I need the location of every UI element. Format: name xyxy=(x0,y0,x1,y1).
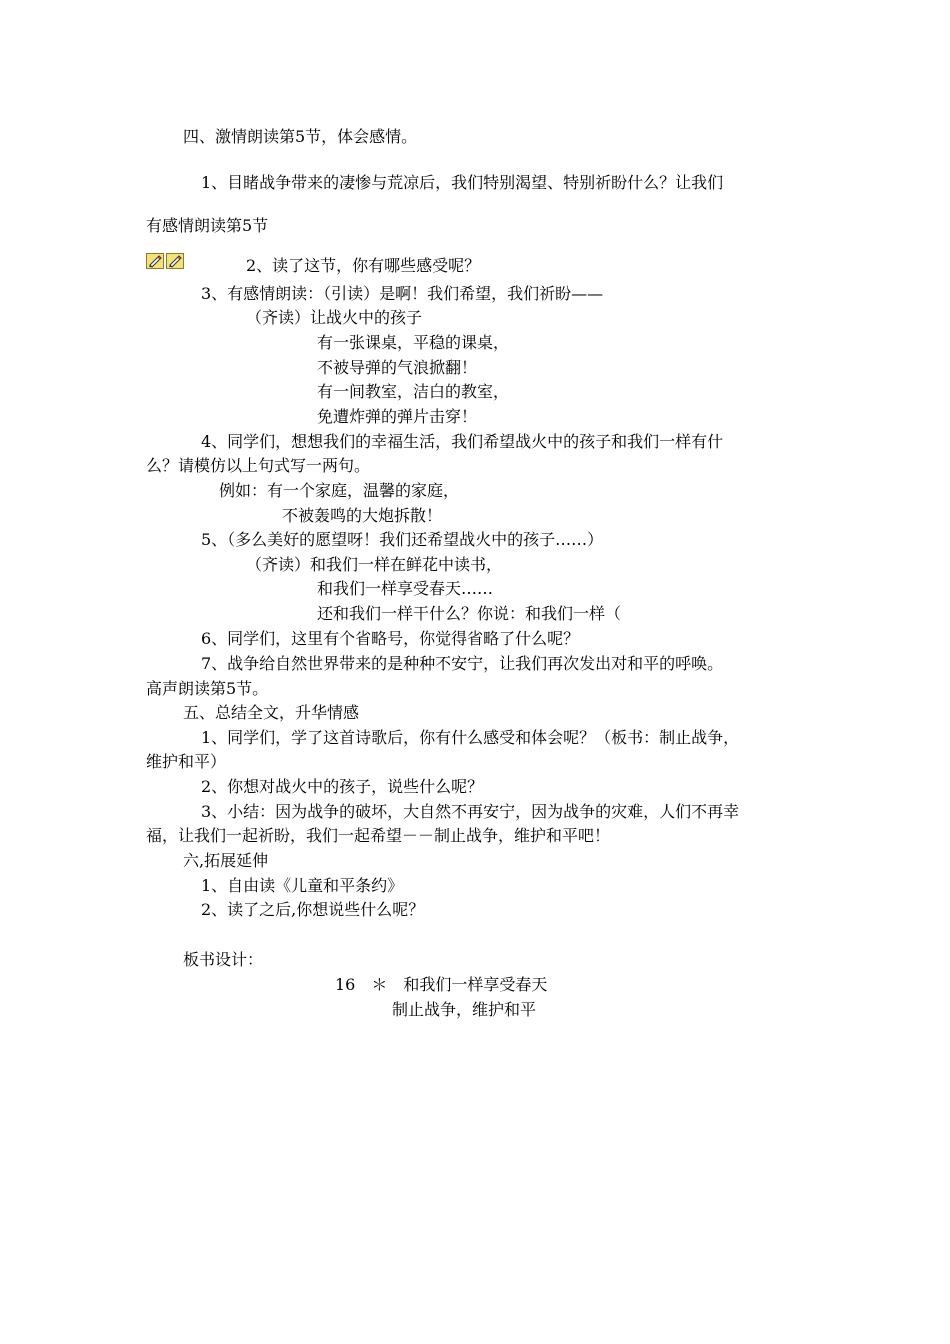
pencil-paper-icon xyxy=(146,253,164,269)
poem-line: 和我们一样享受春天…… xyxy=(317,579,494,598)
paragraph-line: 1、目睹战争带来的凄惨与荒凉后，我们特别渴望、特别祈盼什么？让我们 xyxy=(201,173,724,192)
paragraph-line: 1、同学们，学了这首诗歌后，你有什么感受和体会呢？（板书：制止战争， xyxy=(201,728,740,747)
paragraph-line: （齐读）让战火中的孩子 xyxy=(246,308,423,327)
paragraph-line: 2、你想对战火中的孩子，说些什么呢？ xyxy=(201,777,484,796)
paragraph-line: 2、读了这节，你有哪些感受呢？ xyxy=(246,256,481,275)
paragraph-line: 5、（多么美好的愿望呀！我们还希望战火中的孩子……） xyxy=(201,530,604,549)
poem-line: 不被导弹的气浪掀翻！ xyxy=(317,358,478,377)
paragraph-line: 福，让我们一起祈盼，我们一起希望－－制止战争，维护和平吧！ xyxy=(146,826,611,845)
paragraph-line: 有感情朗读第5节 xyxy=(146,216,269,235)
margin-icons xyxy=(146,253,184,269)
paragraph-line: 3、有感情朗读：（引读）是啊！我们希望，我们祈盼—— xyxy=(201,284,604,303)
pencil-paper-icon xyxy=(166,253,184,269)
section-heading-4: 四、激情朗读第5节，体会感情。 xyxy=(183,127,418,146)
paragraph-line: 6、同学们，这里有个省略号，你觉得省略了什么呢？ xyxy=(201,629,580,648)
paragraph-line: 4、同学们，想想我们的幸福生活，我们希望战火中的孩子和我们一样有什 xyxy=(201,432,724,451)
paragraph-line: 么？请模仿以上句式写一两句。 xyxy=(146,456,371,475)
poem-line: 有一间教室，洁白的教室， xyxy=(317,382,510,401)
paragraph-line: 维护和平） xyxy=(146,752,227,771)
paragraph-line: （齐读）和我们一样在鲜花中读书， xyxy=(246,555,503,574)
section-heading-5: 五、总结全文，升华情感 xyxy=(183,703,360,722)
poem-line: 有一张课桌，平稳的课桌， xyxy=(317,333,510,352)
board-design-label: 板书设计： xyxy=(183,950,264,969)
board-design-subtitle: 制止战争，维护和平 xyxy=(392,1000,537,1019)
example-line: 例如：有一个家庭，温馨的家庭， xyxy=(219,481,460,500)
paragraph-line: 2、读了之后,你想说些什么呢？ xyxy=(201,900,425,919)
paragraph-line: 高声朗读第5节。 xyxy=(146,679,269,698)
paragraph-line: 7、战争给自然世界带来的是种种不安宁，让我们再次发出对和平的呼唤。 xyxy=(201,654,724,673)
paragraph-line: 1、自由读《儿童和平条约》 xyxy=(201,876,404,895)
board-design-title: 16 ＊ 和我们一样享受春天 xyxy=(335,975,548,994)
poem-line: 免遭炸弹的弹片击穿！ xyxy=(317,407,478,426)
poem-line: 还和我们一样干什么？你说：和我们一样（ xyxy=(317,604,622,623)
paragraph-line: 3、小结：因为战争的破坏，大自然不再安宁，因为战争的灾难，人们不再幸 xyxy=(201,802,740,821)
example-line: 不被轰鸣的大炮拆散！ xyxy=(282,506,443,525)
section-heading-6: 六,拓展延伸 xyxy=(183,851,269,870)
